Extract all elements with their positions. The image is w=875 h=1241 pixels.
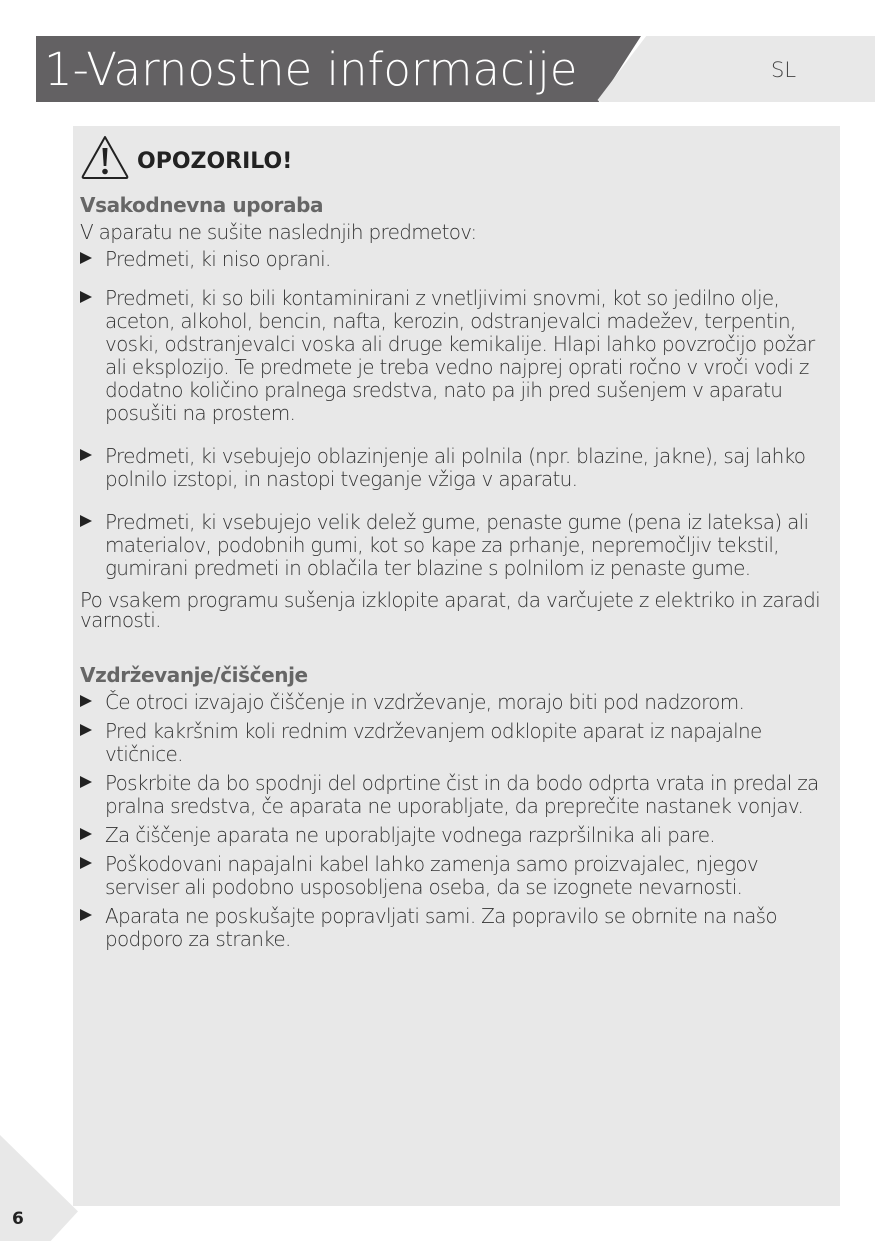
bullet-triangle-icon <box>80 776 92 788</box>
list-item: Za čiščenje aparata ne uporabljajte vodnega razpršilnika ali pare. <box>80 824 835 847</box>
list-item: Predmeti, ki vsebujejo velik delež gume, penaste gume (pena iz lateksa) ali materialov, podobnih gumi, kot so kape za prhanje, nepremočljiv tekstil, gumirani predmeti in oblačila ter blazine s polnilom iz penaste gume. <box>80 511 835 580</box>
bullet-triangle-icon <box>80 828 92 840</box>
page-number: 6 <box>12 1209 24 1229</box>
daily-use-list <box>80 248 835 580</box>
list-item: Pred kakršnim koli rednim vzdrževanjem odklopite aparat iz napajalne vtičnice. <box>80 720 835 766</box>
bullet-triangle-icon <box>80 515 92 527</box>
bullet-triangle-icon <box>80 291 92 303</box>
list-item: Aparata ne poskušajte popravljati sami. Za popravilo se obrnite na našo podporo za stranke. <box>80 905 835 951</box>
list-item: Predmeti, ki vsebujejo oblazinjenje ali polnila (npr. blazine, jakne), saj lahko polnilo izstopi, in nastopi tveganje vžiga v aparatu. <box>80 445 835 491</box>
section-intro: V aparatu ne sušite naslednjih predmetov: <box>80 220 477 244</box>
language-tab <box>596 36 875 102</box>
bullet-triangle-icon <box>80 252 92 264</box>
section-closing-note: Po vsakem programu sušenja izklopite aparat, da varčujete z elektriko in zaradi varnosti. <box>80 588 820 632</box>
maintenance-list <box>80 691 835 951</box>
list-item: Poskrbite da bo spodnji del odprtine čist in da bodo odprta vrata in predal za pralna sredstva, če aparata ne uporabljate, da preprečite nastanek vonjav. <box>80 772 835 818</box>
warning-triangle-icon <box>80 134 130 185</box>
list-item: Poškodovani napajalni kabel lahko zamenja samo proizvajalec, njegov serviser ali podobno usposobljena oseba, da se izognete nevarnosti. <box>80 853 835 899</box>
warning-heading <box>80 134 292 185</box>
list-item: Če otroci izvajajo čiščenje in vzdrževanje, morajo biti pod nadzorom. <box>80 691 835 714</box>
bullet-triangle-icon <box>80 909 92 921</box>
safety-content <box>80 194 835 957</box>
language-code: SL <box>771 58 797 82</box>
bullet-triangle-icon <box>80 857 92 869</box>
section-heading-daily-use: Vsakodnevna uporaba <box>80 193 324 217</box>
list-item: Predmeti, ki niso oprani. <box>80 248 835 271</box>
section-heading-maintenance: Vzdrževanje/čiščenje <box>80 663 308 687</box>
bullet-triangle-icon <box>80 449 92 461</box>
bullet-triangle-icon <box>80 695 92 707</box>
list-item: Predmeti, ki so bili kontaminirani z vnetljivimi snovmi, kot so jedilno olje, aceton, alkohol, bencin, nafta, kerozin, odstranjevalci madežev, terpentin, voski, odstranjevalci voska ali druge kemikalije. Hlapi lahko povzročijo požar ali eksplozijo. Te predmete je treba vedno najprej oprati ročno v vroči vodi z dodatno količino pralnega sredstva, nato pa jih pred sušenjem v aparatu posušiti na prostem. <box>80 287 835 425</box>
bullet-triangle-icon <box>80 724 92 736</box>
chapter-title: 1-Varnostne informacije <box>44 43 578 96</box>
warning-label: OPOZORILO! <box>137 149 293 174</box>
